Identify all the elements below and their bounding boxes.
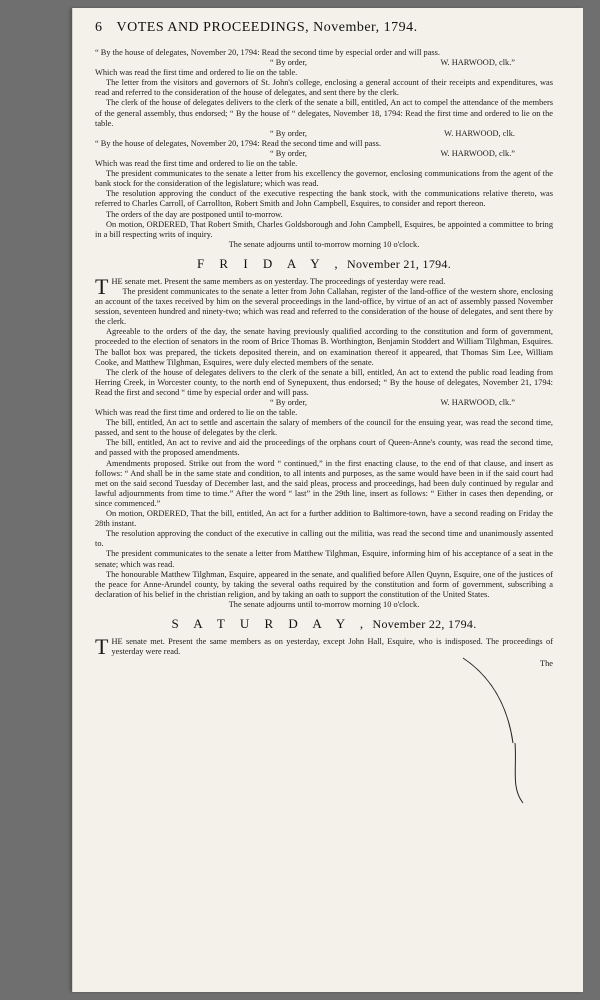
paragraph: The honourable Matthew Tilghman, Esquire, appeared in the senate, and qualified before Allen Quynn, Esquire, one of the justices of the peace for Anne-Arundel county, by taking the several oaths required by the constitution and form of government, subscribing a declaration of his belief in the christian religion, and by taking an oath to support the constitution of the United States. (95, 569, 553, 599)
paragraph: The orders of the day are postponed until to-morrow. (106, 209, 283, 219)
paragraph: The letter from the visitors and governors of St. John's college, enclosing a general account of their receipts and expenditures, was read and referred to the consideration of the house of delegates, and sent there by the clerk. (95, 78, 553, 98)
opening-paragraph (95, 633, 553, 659)
opening-paragraph (95, 273, 553, 299)
paragraph: On motion, ORDERED, That Robert Smith, Charles Goldsborough and John Campbell, Esquires, be appointed a committee to bring in a bill respecting writs of inquiry. (95, 219, 553, 239)
clerk-signature: W. HARWOOD, clk.” (440, 398, 515, 407)
paragraph: “ By the house of delegates, November 20, 1794: Read the second time by especial order and will pass. (95, 48, 441, 57)
paragraph-text: HE senate met. Present the same members as on yesterday. The proceedings of yesterday were read. (111, 276, 446, 286)
by-order-line (95, 129, 553, 139)
by-order-line (95, 149, 553, 159)
by-order-line (95, 398, 553, 408)
clerk-signature: W. HARWOOD, clk.” (440, 148, 515, 158)
paragraph: Which was read the first time and ordered to lie on the table. (95, 159, 298, 169)
by-order-text: “ By order, (270, 148, 307, 158)
page-title: VOTES AND PROCEEDINGS, November, 1794. (116, 20, 418, 35)
drop-cap: T (95, 273, 109, 299)
running-head (95, 20, 553, 36)
paragraph: Which was read the first time and ordered to lie on the table. (95, 408, 298, 418)
paragraph: The resolution approving the conduct of the executive respecting the bank stock, with the communications relative thereto, was referred to Charles Carroll, of Carrollton, Robert Smith and John Campbell, Esquires, to consider and report thereon. (95, 189, 553, 209)
paragraph: The president communicates to the senate a letter from John Callahan, register of the land-office of the western shore, enclosing an account of the taxes received by him on the several proceedings in the land-office, by virtue of an act of assembly passed November session, seventeen hundred and ninety-two; which was read and referred to the consideration of the house of delegates, and sent there by the clerk. (95, 286, 553, 327)
document-body (95, 48, 553, 669)
adjournment-line: The senate adjourns until to-morrow morning 10 o'clock. (228, 599, 420, 609)
day-name: F R I D A Y , (196, 255, 344, 271)
paragraph: Which was read the first time and ordered to lie on the table. (95, 68, 298, 78)
page-number: 6 (95, 20, 103, 35)
adjournment-line: The senate adjourns until to-morrow morning 10 o'clock. (228, 239, 420, 249)
by-order-text: “ By order, (270, 128, 307, 138)
paragraph: Agreeable to the orders of the day, the senate having previously qualified according to the constitution and form of government, proceeded to the election of senators in the room of Brice Thomas B. Worthington, Benjamin Stoddert and William Tilghman, Esquires. The ballot box was prepared, the tickets deposited therein, and on examination thereof it appeared, that Thomas Sim Lee, William Cooke, and Matthew Tilghman, Esquires, were duly elected members of the senate. (95, 327, 553, 367)
clerk-signature: W. HARWOOD, clk.” (440, 58, 515, 68)
by-order-text: “ By order, (270, 58, 307, 68)
paragraph: The bill, entitled, An act to revive and aid the proceedings of the orphans court of Queen-Anne's county, was read the second time, and passed with the proposed amendments. (95, 438, 553, 458)
clerk-signature: W. HARWOOD, clk. (444, 128, 515, 138)
paragraph: The clerk of the house of delegates delivers to the clerk of the senate a bill, entitled, An act to compel the attendance of the members of the general assembly, thus endorsed; “ By the house of “ delegates, November 18, 1794: Read the first time and ordered to lie on the table. (95, 98, 553, 128)
paragraph: The president communicates to the senate a letter from Matthew Tilghman, Esquire, informing him of his acceptance of a seat in the senate; which was read. (95, 549, 553, 569)
day-date: November 21, 1794. (343, 256, 452, 271)
catchword: The (540, 659, 553, 669)
paragraph: The clerk of the house of delegates delivers to the clerk of the senate a bill, entitled, An act to extend the public road leading from Herring Creek, in Worcester county, to the north end of Synepuxent, thus endorsed; “ By the house of delegates, November 21, 1794: Read the first and second “ time by especial order and will pass. (95, 367, 553, 397)
day-heading (95, 616, 553, 632)
day-name: S A T U R D A Y , (171, 615, 370, 631)
day-date: November 22, 1794. (369, 616, 477, 631)
paragraph: On motion, ORDERED, That the bill, entitled, An act for a further addition to Baltimore-town, have a second reading on Friday the 28th instant. (95, 509, 553, 529)
paragraph-text: HE senate met. Present the same members as on yesterday, except John Hall, Esquire, who is indisposed. The proceedings of yesterday were read. (111, 636, 553, 657)
by-order-text: “ By order, (270, 398, 307, 407)
handwritten-marks (453, 648, 533, 808)
by-order-line (95, 58, 553, 68)
document-page (72, 8, 583, 992)
paragraph: The bill, entitled, An act to settle and ascertain the salary of members of the council for the ensuing year, was read the second time, passed, and sent to the house of delegates by the clerk. (95, 418, 553, 438)
paragraph: The president communicates to the senate a letter from his excellency the governor, enclosing communications from the agent of the bank stock for the consideration of the legislature; which was read. (95, 169, 553, 189)
paragraph: Amendments proposed. Strike out from the word “ continued,” in the first enacting clause, to the end of that clause, and insert as follows: “ And shall be in the same state and condition, to all intents and purposes, as the same would have been in if the said court had met on the said second Tuesday of December last, and the said pleas, process and proceedings, had been duly continued by regular and lawful adjournments from time to time.” After the word “ last” in the 29th line, insert as follows: “ Either in cases then depending, or since commenced.” (95, 458, 553, 508)
day-heading (95, 256, 553, 272)
drop-cap: T (95, 633, 109, 659)
paragraph: “ By the house of delegates, November 20, 1794: Read the second time and will pass. (95, 138, 381, 148)
paragraph: The resolution approving the conduct of the executive in calling out the militia, was read the second time and unanimously assented to. (95, 529, 553, 549)
